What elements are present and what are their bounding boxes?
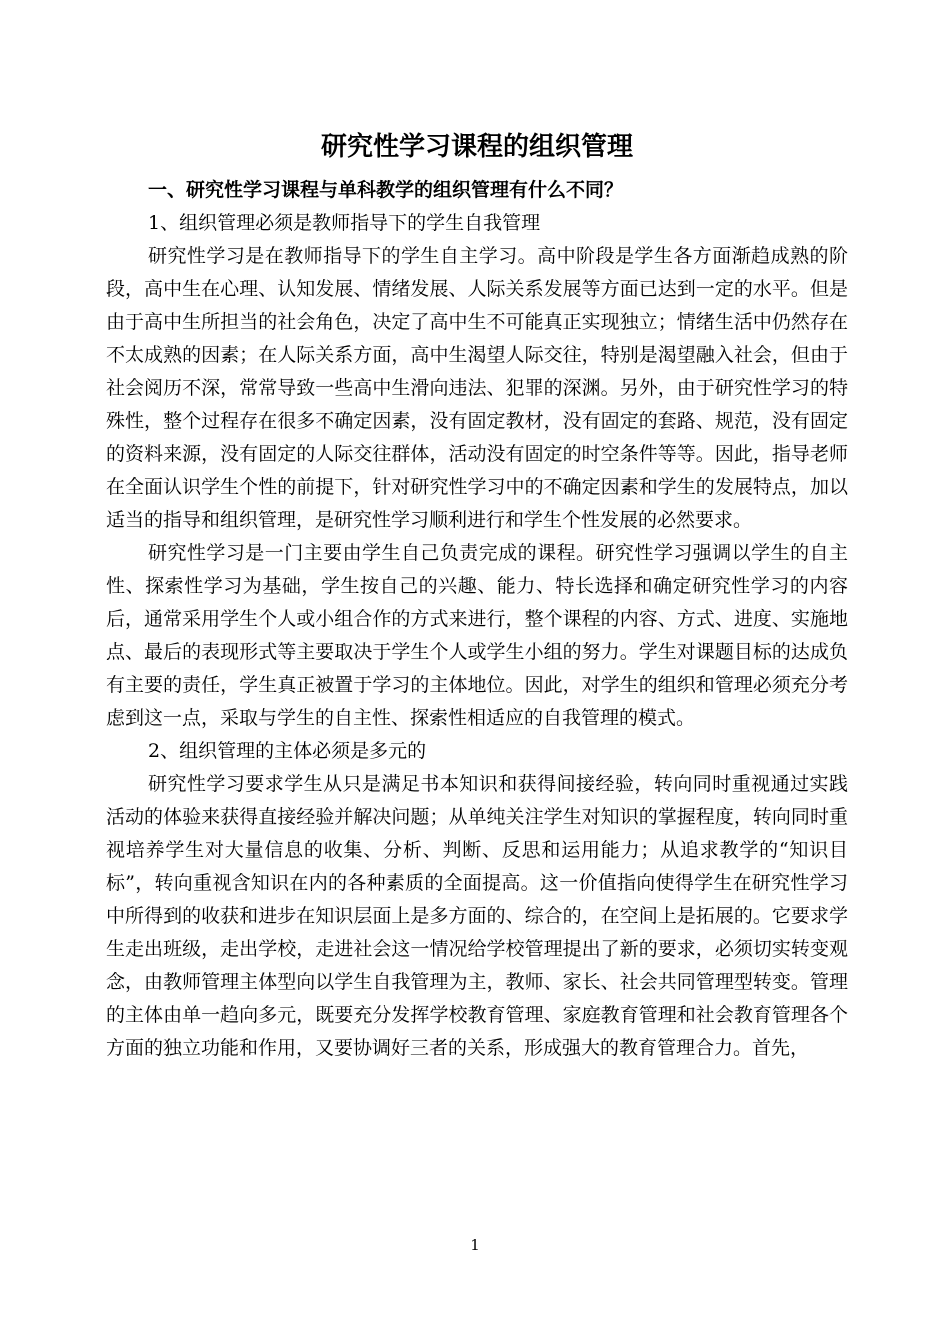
body-paragraph: 研究性学习是一门主要由学生自己负责完成的课程。研究性学习强调以学生的自主性、探索性学习为基础，学生按自己的兴趣、能力、特长选择和确定研究性学习的内容后，通常采用学生个人或小组合作的方式来进行，整个课程的内容、方式、进度、实施地点、最后的表现形式等主要取决于学生个人或学生小组的努力。学生对课题目标的达成负有主要的责任，学生真正被置于学习的主体地位。因此，对学生的组织和管理必须充分考虑到这一点，采取与学生的自主性、探索性相适应的自我管理的模式。 xyxy=(106,542,848,729)
body-paragraph: 研究性学习是在教师指导下的学生自主学习。高中阶段是学生各方面渐趋成熟的阶段，高中生在心理、认知发展、情绪发展、人际关系发展等方面已达到一定的水平。但是由于高中生所担当的社会角色，决定了高中生不可能真正实现独立；情绪生活中仍然存在不太成熟的因素；在人际关系方面，高中生渴望人际交往，特别是渴望融入社会，但由于社会阅历不深，常常导致一些高中生滑向违法、犯罪的深渊。另外，由于研究性学习的特殊性，整个过程存在很多不确定因素，没有固定教材，没有固定的套路、规范，没有固定的资料来源，没有固定的人际交往群体，活动没有固定的时空条件等等。因此，指导老师在全面认识学生个性的前提下，针对研究性学习中的不确定因素和学生的发展特点，加以适当的指导和组织管理，是研究性学习顺利进行和学生个性发展的必然要求。 xyxy=(106,245,848,531)
document-body xyxy=(106,124,848,1065)
section-heading: 一、研究性学习课程与单科教学的组织管理有什么不同？ xyxy=(148,179,624,201)
subsection-heading: 2、组织管理的主体必须是多元的 xyxy=(148,740,427,762)
subsection-heading: 1、组织管理必须是教师指导下的学生自我管理 xyxy=(148,212,541,234)
body-paragraph: 研究性学习要求学生从只是满足书本知识和获得间接经验，转向同时重视通过实践活动的体验来获得直接经验并解决问题；从单纯关注学生对知识的掌握程度，转向同时重视培养学生对大量信息的收集、分析、判断、反思和运用能力；从追求教学的“知识目标”，转向重视含知识在内的各种素质的全面提高。这一价值指向使得学生在研究性学习中所得到的收获和进步在知识层面上是多方面的、综合的，在空间上是拓展的。它要求学生走出班级，走出学校，走进社会这一情况给学校管理提出了新的要求，必须切实转变观念，由教师管理主体型向以学生自我管理为主，教师、家长、社会共同管理型转变。管理的主体由单一趋向多元，既要充分发挥学校教育管理、家庭教育管理和社会教育管理各个方面的独立功能和作用，又要协调好三者的关系，形成强大的教育管理合力。首先， xyxy=(106,773,848,1059)
page-number: 1 xyxy=(470,1236,480,1254)
document-title: 研究性学习课程的组织管理 xyxy=(320,132,633,162)
